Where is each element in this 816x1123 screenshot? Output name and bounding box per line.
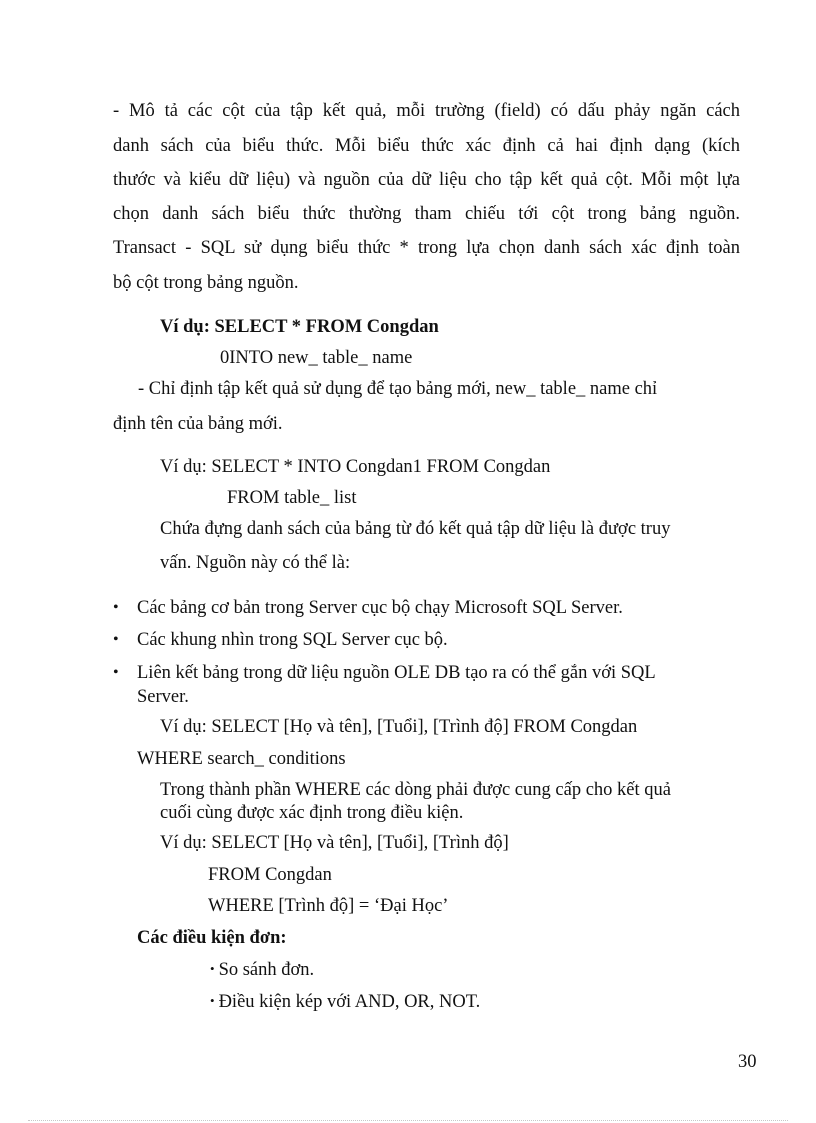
from-clause: FROM table_ list xyxy=(227,488,357,508)
example-select-congdan: Ví dụ: SELECT * FROM Congdan xyxy=(160,317,439,337)
source-item-ole-db-line-2: Server. xyxy=(137,687,189,707)
example-select-where-line-1: Ví dụ: SELECT [Họ và tên], [Tuổi], [Trình độ] xyxy=(160,833,509,853)
paragraph-4-line-1: Trong thành phần WHERE các dòng phải được cung cấp cho kết quả xyxy=(160,780,671,800)
paragraph-3-line-2: vấn. Nguồn này có thể là: xyxy=(160,553,351,573)
condition-item-simple-label: So sánh đơn. xyxy=(218,960,315,980)
paragraph-1-line-4: chọn danh sách biểu thức thường tham chiếu tới cột trong bảng nguồn. xyxy=(113,204,740,224)
conditions-heading: Các điều kiện đơn: xyxy=(137,928,287,948)
paragraph-3-line-1: Chứa đựng danh sách của bảng từ đó kết quả tập dữ liệu là được truy xyxy=(160,519,671,539)
condition-item-simple xyxy=(210,957,314,982)
condition-item-compound-label: Điều kiện kép với AND, OR, NOT. xyxy=(218,992,481,1012)
source-item-views: Các khung nhìn trong SQL Server cục bộ. xyxy=(137,630,448,650)
example-select-where-line-3: WHERE [Trình độ] = ‘Đại Học’ xyxy=(208,896,449,916)
where-clause: WHERE search_ conditions xyxy=(137,749,346,769)
paragraph-1-line-2: danh sách của biểu thức. Mỗi biểu thức xác định cả hai định dạng (kích xyxy=(113,136,740,156)
paragraph-1-line-3: thước và kiểu dữ liệu) và nguồn của dữ liệu cho tập kết quả cột. Mỗi một lựa xyxy=(113,170,740,190)
paragraph-1-line-5: Transact - SQL sử dụng biểu thức * trong lựa chọn danh sách xác định toàn xyxy=(113,238,740,258)
paragraph-1-line-6: bộ cột trong bảng nguồn. xyxy=(113,273,299,293)
condition-item-compound xyxy=(210,989,480,1014)
bullet-icon: • xyxy=(210,993,215,1008)
source-item-ole-db-line-1: Liên kết bảng trong dữ liệu nguồn OLE DB tạo ra có thể gắn với SQL xyxy=(137,663,656,683)
bullet-icon: • xyxy=(210,961,215,976)
paragraph-2-line-2: định tên của bảng mới. xyxy=(113,414,283,434)
into-clause: 0INTO new_ table_ name xyxy=(220,348,413,368)
source-item-base-tables: Các bảng cơ bản trong Server cục bộ chạy Microsoft SQL Server. xyxy=(137,598,623,618)
paragraph-1-line-1: - Mô tả các cột của tập kết quả, mỗi trường (field) có dấu phảy ngăn cách xyxy=(113,101,740,121)
example-select-into: Ví dụ: SELECT * INTO Congdan1 FROM Congdan xyxy=(160,457,551,477)
bullet-icon: • xyxy=(113,599,119,616)
bullet-icon: • xyxy=(113,631,119,648)
example-select-columns: Ví dụ: SELECT [Họ và tên], [Tuổi], [Trình độ] FROM Congdan xyxy=(160,717,638,737)
example-select-where-line-2: FROM Congdan xyxy=(208,865,332,885)
bullet-icon: • xyxy=(113,664,119,681)
footer-divider xyxy=(28,1120,788,1121)
paragraph-4-line-2: cuối cùng được xác định trong điều kiện. xyxy=(160,803,464,823)
paragraph-2-line-1: - Chỉ định tập kết quả sử dụng để tạo bảng mới, new_ table_ name chỉ xyxy=(138,379,658,399)
page-number: 30 xyxy=(738,1052,757,1072)
